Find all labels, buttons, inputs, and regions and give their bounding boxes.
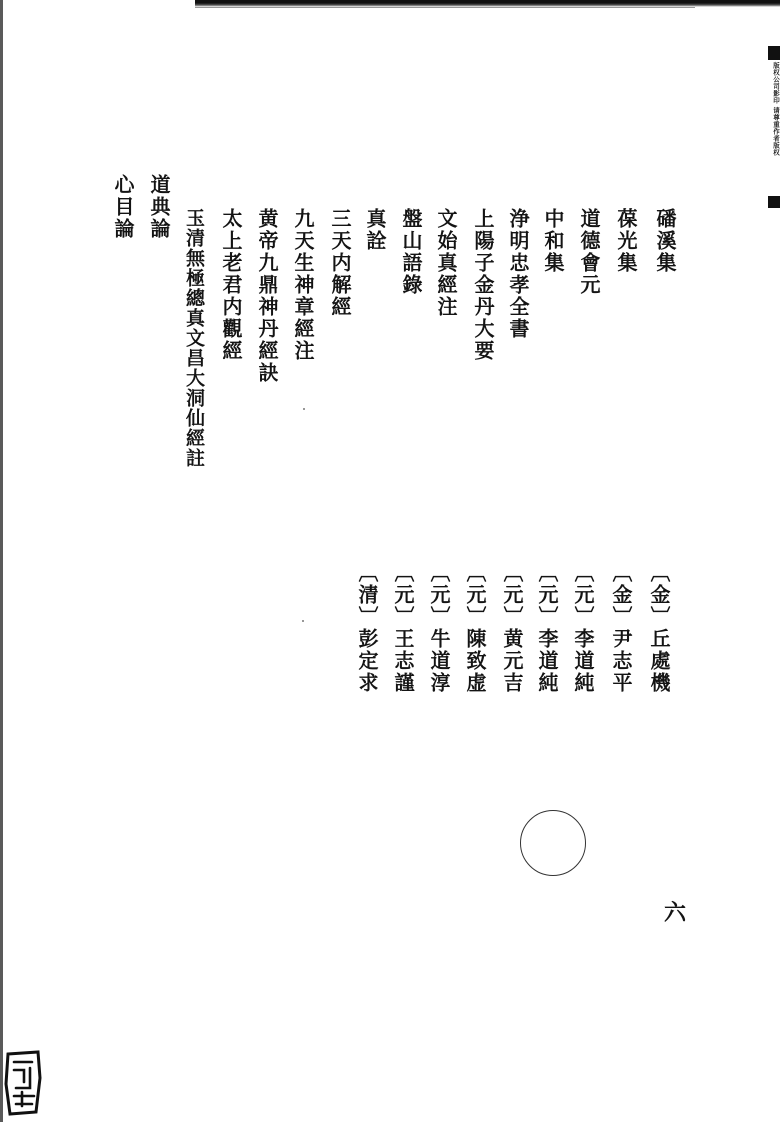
title-9: 真詮 xyxy=(363,208,387,252)
author-5: 〔元〕黄元吉 xyxy=(500,562,524,694)
title-2: 葆光集 xyxy=(614,208,638,274)
strip-bottom-mark xyxy=(768,196,780,208)
author-1: 〔金〕丘處機 xyxy=(647,562,671,694)
page-left-edge xyxy=(0,0,3,1122)
title-12: 黄帝九鼎神丹經訣 xyxy=(255,208,279,384)
author-3: 〔元〕李道純 xyxy=(571,562,595,694)
circle-mark xyxy=(520,810,586,876)
scan-speck xyxy=(302,620,304,622)
author-2: 〔金〕尹志平 xyxy=(609,562,633,694)
author-6: 〔元〕陳致虚 xyxy=(463,562,487,694)
title-16: 心目論 xyxy=(111,174,135,240)
author-8: 〔元〕王志謹 xyxy=(391,562,415,694)
author-9: 〔清〕彭定求 xyxy=(355,562,379,694)
strip-top-mark xyxy=(768,46,780,60)
title-3: 道德會元 xyxy=(577,208,601,296)
copyright-strip-text: 版权公司影印 请尊重作者版权 xyxy=(772,62,780,156)
title-1: 磻溪集 xyxy=(653,208,677,274)
title-8: 盤山語錄 xyxy=(399,208,423,296)
author-4: 〔元〕李道純 xyxy=(535,562,559,694)
title-6: 上陽子金丹大要 xyxy=(471,208,495,362)
top-scan-line xyxy=(195,7,695,8)
author-7: 〔元〕牛道淳 xyxy=(427,562,451,694)
library-seal-icon xyxy=(2,1048,44,1118)
title-5: 浄明忠孝全書 xyxy=(506,208,530,340)
title-14: 玉清無極總真文昌大洞仙經註 xyxy=(183,208,205,468)
scan-speck xyxy=(303,408,305,410)
title-7: 文始真經注 xyxy=(434,208,458,318)
title-4: 中和集 xyxy=(541,208,565,274)
title-11: 九天生神章經注 xyxy=(291,208,315,362)
page-number: 六 xyxy=(664,900,687,926)
title-13: 太上老君内觀經 xyxy=(219,208,243,362)
title-10: 三天内解經 xyxy=(328,208,352,318)
copyright-strip xyxy=(767,46,783,206)
title-15: 道典論 xyxy=(147,174,171,240)
top-scan-bar xyxy=(195,0,780,7)
